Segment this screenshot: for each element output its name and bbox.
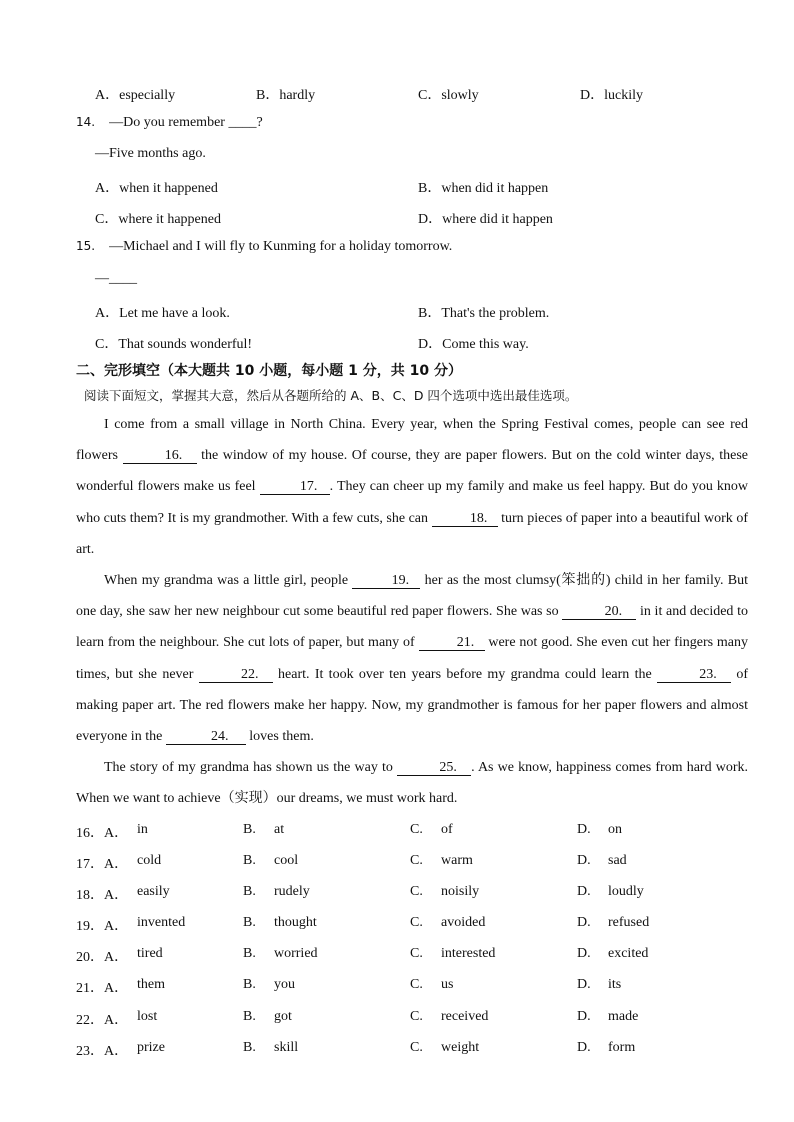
choice-letter-c: C. (410, 853, 423, 868)
choice-option-c[interactable]: warm (441, 853, 473, 868)
choice-letter-d: D. (577, 946, 591, 961)
choice-number: 18．A． (76, 888, 129, 903)
q13-option-d[interactable]: D．luckily (580, 88, 643, 103)
choice-option-a[interactable]: easily (137, 884, 170, 899)
choice-letter-c: C. (410, 1040, 423, 1055)
q15-stem (76, 239, 452, 255)
passage-text: The story of my grandma has shown us the way to (104, 760, 398, 776)
choice-number: 20．A． (76, 950, 129, 965)
choice-option-c[interactable]: noisily (441, 884, 480, 899)
choice-option-b[interactable]: thought (274, 915, 317, 930)
choice-letter-d: D. (577, 977, 591, 992)
passage-text: heart. It took over ten years before my grandma could learn the (272, 666, 658, 682)
choice-number: 23．A． (76, 1044, 129, 1059)
choice-option-d[interactable]: made (608, 1009, 639, 1024)
passage-text: I come from a small village in North China. Every year, when the Spring Festival comes, people can see red flowers (76, 417, 748, 464)
q15-option-b[interactable]: B．That's the problem. (418, 306, 550, 321)
passage-text: loves them. (245, 729, 314, 745)
q14-option-c[interactable]: C．where it happened (95, 212, 221, 227)
blank-25[interactable]: 25. (397, 760, 471, 776)
passage-text: in it and decided to learn from the neighbour. She cut lots of paper, but many of (76, 604, 748, 651)
choice-option-a[interactable]: invented (137, 915, 186, 930)
passage-text: were not good. She even cut her fingers many times, but she never (76, 635, 748, 682)
passage-text: of making paper art. The red flowers make her happy. Now, my grandmother is famous for her paper flowers and almost everyone in the (76, 666, 748, 745)
q14-stem (76, 115, 263, 131)
passage-paragraph-1 (76, 409, 748, 565)
q14-option-a[interactable]: A．when it happened (95, 181, 218, 196)
q15-option-d[interactable]: D．Come this way. (418, 337, 529, 352)
choice-letter-c: C. (410, 884, 423, 899)
passage-text: turn pieces of paper into a beautiful work of art. (76, 510, 748, 557)
choice-number: 22．A． (76, 1013, 129, 1028)
choice-number: 19．A． (76, 919, 129, 934)
q13-option-b[interactable]: B．hardly (256, 88, 316, 103)
choice-option-a[interactable]: lost (137, 1009, 158, 1024)
blank-22[interactable]: 22. (199, 667, 273, 683)
choice-letter-d: D. (577, 884, 591, 899)
choice-option-b[interactable]: you (274, 977, 295, 992)
choice-option-a[interactable]: in (137, 822, 148, 837)
q15-option-c[interactable]: C．That sounds wonderful! (95, 337, 253, 352)
choice-number: 17．A． (76, 857, 129, 872)
choice-option-c[interactable]: avoided (441, 915, 486, 930)
choice-letter-b: B. (243, 1009, 256, 1024)
cloze-passage (76, 409, 748, 815)
blank-16[interactable]: 16. (123, 448, 197, 464)
choice-letter-b: B. (243, 977, 256, 992)
choice-option-d[interactable]: form (608, 1040, 636, 1055)
choice-option-d[interactable]: sad (608, 853, 627, 868)
choice-letter-c: C. (410, 1009, 423, 1024)
choice-letter-d: D. (577, 1040, 591, 1055)
choice-option-b[interactable]: skill (274, 1040, 299, 1055)
q15-question: —Michael and I will fly to Kunming for a holiday tomorrow. (109, 239, 453, 254)
choice-option-c[interactable]: us (441, 977, 454, 992)
blank-17[interactable]: 17. (260, 479, 330, 495)
choice-option-d[interactable]: loudly (608, 884, 644, 899)
q13-option-c[interactable]: C．slowly (418, 88, 479, 103)
passage-paragraph-3 (76, 752, 748, 814)
passage-paragraph-2 (76, 565, 748, 752)
choice-letter-d: D. (577, 915, 591, 930)
q14-number: 14. (76, 115, 96, 129)
choice-option-b[interactable]: rudely (274, 884, 310, 899)
choice-letter-d: D. (577, 853, 591, 868)
choice-option-c[interactable]: weight (441, 1040, 480, 1055)
q15-answer-line: —____ (95, 271, 137, 286)
choice-option-a[interactable]: cold (137, 853, 162, 868)
blank-20[interactable]: 20. (562, 604, 636, 620)
choice-option-d[interactable]: on (608, 822, 622, 837)
choice-letter-d: D. (577, 1009, 591, 1024)
q14-question: —Do you remember ____? (109, 115, 263, 130)
choice-letter-c: C. (410, 946, 423, 961)
blank-18[interactable]: 18. (432, 511, 498, 527)
choice-number: 21．A． (76, 981, 129, 996)
choice-option-b[interactable]: got (274, 1009, 292, 1024)
choice-letter-b: B. (243, 822, 256, 837)
blank-19[interactable]: 19. (352, 573, 420, 589)
choice-option-d[interactable]: its (608, 977, 622, 992)
choice-option-b[interactable]: cool (274, 853, 299, 868)
choice-letter-d: D. (577, 822, 591, 837)
choice-number: 16．A． (76, 826, 129, 841)
passage-text: . They can cheer up my family and make us feel happy. But do you know who cuts them? It is my grandmother. With a few cuts, she can (76, 479, 748, 526)
choice-option-a[interactable]: them (137, 977, 165, 992)
choice-option-c[interactable]: interested (441, 946, 496, 961)
choice-letter-b: B. (243, 915, 256, 930)
blank-21[interactable]: 21. (419, 635, 485, 651)
choice-option-d[interactable]: excited (608, 946, 649, 961)
section-instruction: 阅读下面短文，掌握其大意，然后从各题所给的 A、B、C、D 四个选项中选出最佳选项。 (84, 388, 578, 403)
q14-option-d[interactable]: D．where did it happen (418, 212, 553, 227)
choice-option-c[interactable]: of (441, 822, 453, 837)
choice-option-b[interactable]: at (274, 822, 285, 837)
q15-option-a[interactable]: A．Let me have a look. (95, 306, 230, 321)
choice-letter-c: C. (410, 977, 423, 992)
section-heading: 二、完形填空（本大题共 10 小题，每小题 1 分，共 10 分） (76, 363, 462, 379)
choice-option-a[interactable]: tired (137, 946, 163, 961)
passage-text: the window of my house. Of course, they are paper flowers. But on the cold winter days, these wonderful flowers make us feel (76, 448, 748, 495)
choice-letter-b: B. (243, 884, 256, 899)
q15-number: 15. (76, 239, 96, 253)
blank-23[interactable]: 23. (657, 667, 731, 683)
passage-text: her as the most clumsy(笨拙的) child in her family. But one day, she saw her new neighbour cut some beautiful red paper flowers. She was so (76, 573, 748, 620)
q13-option-a[interactable]: A．especially (95, 88, 176, 103)
passage-text: . As we know, happiness comes from hard work. When we want to achieve（实现）our dreams, we must work hard. (76, 760, 748, 807)
blank-24[interactable]: 24. (166, 729, 246, 745)
passage-text: When my grandma was a little girl, people (104, 573, 353, 589)
choice-letter-b: B. (243, 946, 256, 961)
choice-letter-b: B. (243, 1040, 256, 1055)
q14-answer-line: —Five months ago. (95, 146, 206, 161)
choice-letter-b: B. (243, 853, 256, 868)
choice-option-c[interactable]: received (441, 1009, 489, 1024)
q14-option-b[interactable]: B．when did it happen (418, 181, 549, 196)
choice-option-d[interactable]: refused (608, 915, 650, 930)
choice-letter-c: C. (410, 915, 423, 930)
choice-option-a[interactable]: prize (137, 1040, 165, 1055)
choice-letter-c: C. (410, 822, 423, 837)
choice-option-b[interactable]: worried (274, 946, 318, 961)
